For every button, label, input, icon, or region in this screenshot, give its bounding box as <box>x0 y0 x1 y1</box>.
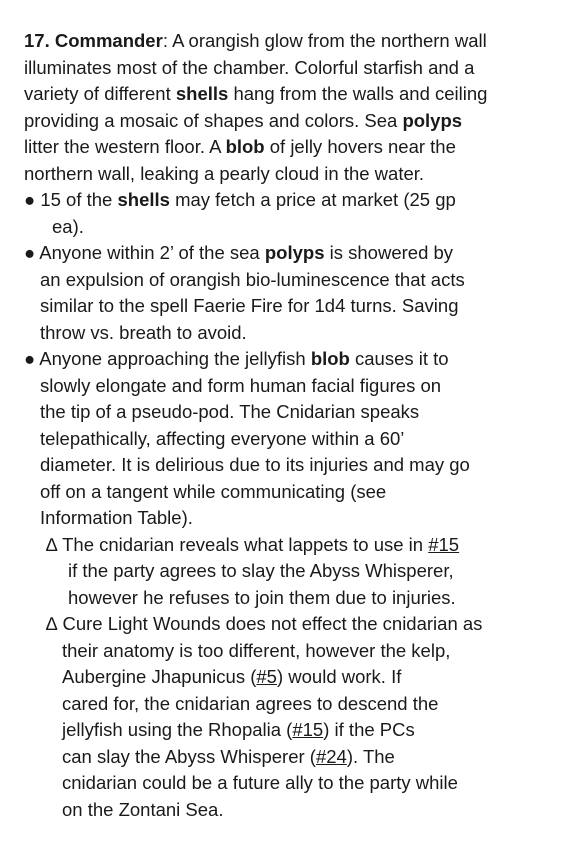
text-run: an expulsion of orangish bio-luminescence that acts <box>40 268 465 290</box>
keyword-bold: polyps <box>402 109 463 131</box>
intro-line <box>24 134 456 161</box>
bullet-item-line <box>40 293 458 320</box>
text-run: may fetch a price at market (25 gp <box>169 189 456 210</box>
subbullet-item-line <box>62 638 450 665</box>
text-run: ). The <box>346 745 395 767</box>
keyword-bold: shells <box>175 83 229 104</box>
text-run: of jelly hovers near the <box>264 136 456 157</box>
text-run: ) if the PCs <box>323 719 415 740</box>
subbullet-item-line <box>46 532 459 559</box>
bullet-item-line <box>40 505 193 532</box>
text-run: providing a mosaic of shapes and colors. Sea <box>24 109 403 131</box>
triangle-bullet-icon: ∆ <box>46 613 63 634</box>
bullet-item-line <box>24 187 456 214</box>
text-run: : A orangish glow from the northern wall <box>162 30 487 51</box>
text-run: ) would work. If <box>276 666 402 687</box>
subbullet-item-line <box>62 691 438 718</box>
text-run: Anyone within 2’ of the sea <box>39 242 265 263</box>
subbullet-item-line <box>62 744 395 771</box>
entry-reference-link[interactable]: #15 <box>428 533 460 555</box>
text-run: can slay the Abyss Whisperer ( <box>62 745 316 767</box>
subbullet-item-line <box>62 797 223 824</box>
text-run: causes it to <box>349 348 449 369</box>
bullet-item-line <box>40 399 419 426</box>
text-run: is showered by <box>324 242 454 263</box>
text-run: jellyfish using the Rhopalia ( <box>62 719 293 740</box>
bullet-item-line <box>40 320 247 347</box>
entry-title: Commander <box>54 30 163 51</box>
text-run: litter the western floor. A <box>24 136 226 157</box>
text-run: off on a tangent while communicating (see <box>40 480 387 502</box>
intro-line <box>24 55 474 82</box>
bullet-item-line <box>40 479 386 506</box>
triangle-bullet-icon: ∆ <box>46 533 63 555</box>
entry-reference-link[interactable]: #5 <box>256 666 277 687</box>
subbullet-item-line <box>68 558 454 585</box>
intro-line <box>24 28 487 55</box>
text-run: cared for, the cnidarian agrees to descend the <box>62 692 439 714</box>
subbullet-item-line <box>62 717 415 744</box>
bullet-item-line <box>24 346 449 373</box>
text-run: Information Table). <box>40 507 193 528</box>
entry-reference-link[interactable]: #15 <box>292 719 324 740</box>
bullet-item-line <box>40 452 470 479</box>
text-run: The cnidarian reveals what lappets to use in <box>62 533 429 555</box>
entry-number: 17. <box>24 30 55 51</box>
text-run: similar to the spell Faerie Fire for 1d4 turns. Saving <box>40 295 459 316</box>
text-run: their anatomy is too different, however the kelp, <box>62 639 451 661</box>
text-run: Anyone approaching the jellyfish <box>39 348 311 369</box>
bullet-item-line <box>24 240 453 267</box>
intro-line <box>24 81 487 108</box>
text-run: on the Zontani Sea. <box>62 798 224 820</box>
text-run: northern wall, leaking a pearly cloud in the water. <box>24 162 425 184</box>
text-run: throw vs. breath to avoid. <box>40 321 247 343</box>
text-run: cnidarian could be a future ally to the party while <box>62 772 458 793</box>
bullet-icon: ● <box>24 189 41 210</box>
subbullet-item-line <box>68 585 456 612</box>
text-run: if the party agrees to slay the Abyss Whisperer, <box>68 560 454 581</box>
text-run: Aubergine Jhapunicus ( <box>62 666 257 687</box>
text-run: however he refuses to join them due to injuries. <box>68 586 456 608</box>
text-run: variety of different <box>24 83 176 104</box>
text-run: ea). <box>52 215 84 237</box>
keyword-bold: shells <box>117 189 170 210</box>
text-run: 15 of the <box>40 189 118 210</box>
subbullet-item-line <box>62 770 458 797</box>
subbullet-item-line <box>46 611 482 638</box>
text-run: diameter. It is delirious due to its injuries and may go <box>40 454 470 475</box>
text-run: slowly elongate and form human facial figures on <box>40 374 442 396</box>
text-run: the tip of a pseudo-pod. The Cnidarian speaks <box>40 401 420 422</box>
text-run: telepathically, affecting everyone within a 60’ <box>40 427 405 449</box>
intro-line <box>24 108 462 135</box>
entry-reference-link[interactable]: #24 <box>315 745 347 767</box>
text-run: illuminates most of the chamber. Colorful starfish and a <box>24 56 475 78</box>
text-run: hang from the walls and ceiling <box>228 83 488 104</box>
keyword-bold: blob <box>310 348 350 369</box>
bullet-icon: ● <box>24 242 40 263</box>
keyword-bold: polyps <box>264 242 325 263</box>
intro-line <box>24 161 424 188</box>
text-run: Cure Light Wounds does not effect the cnidarian as <box>62 613 483 634</box>
bullet-icon: ● <box>24 348 40 369</box>
keyword-bold: blob <box>225 136 265 157</box>
bullet-item-line <box>40 267 465 294</box>
bullet-item-line <box>40 373 441 400</box>
bullet-item-line <box>52 214 84 241</box>
subbullet-item-line <box>62 664 401 691</box>
bullet-item-line <box>40 426 404 453</box>
